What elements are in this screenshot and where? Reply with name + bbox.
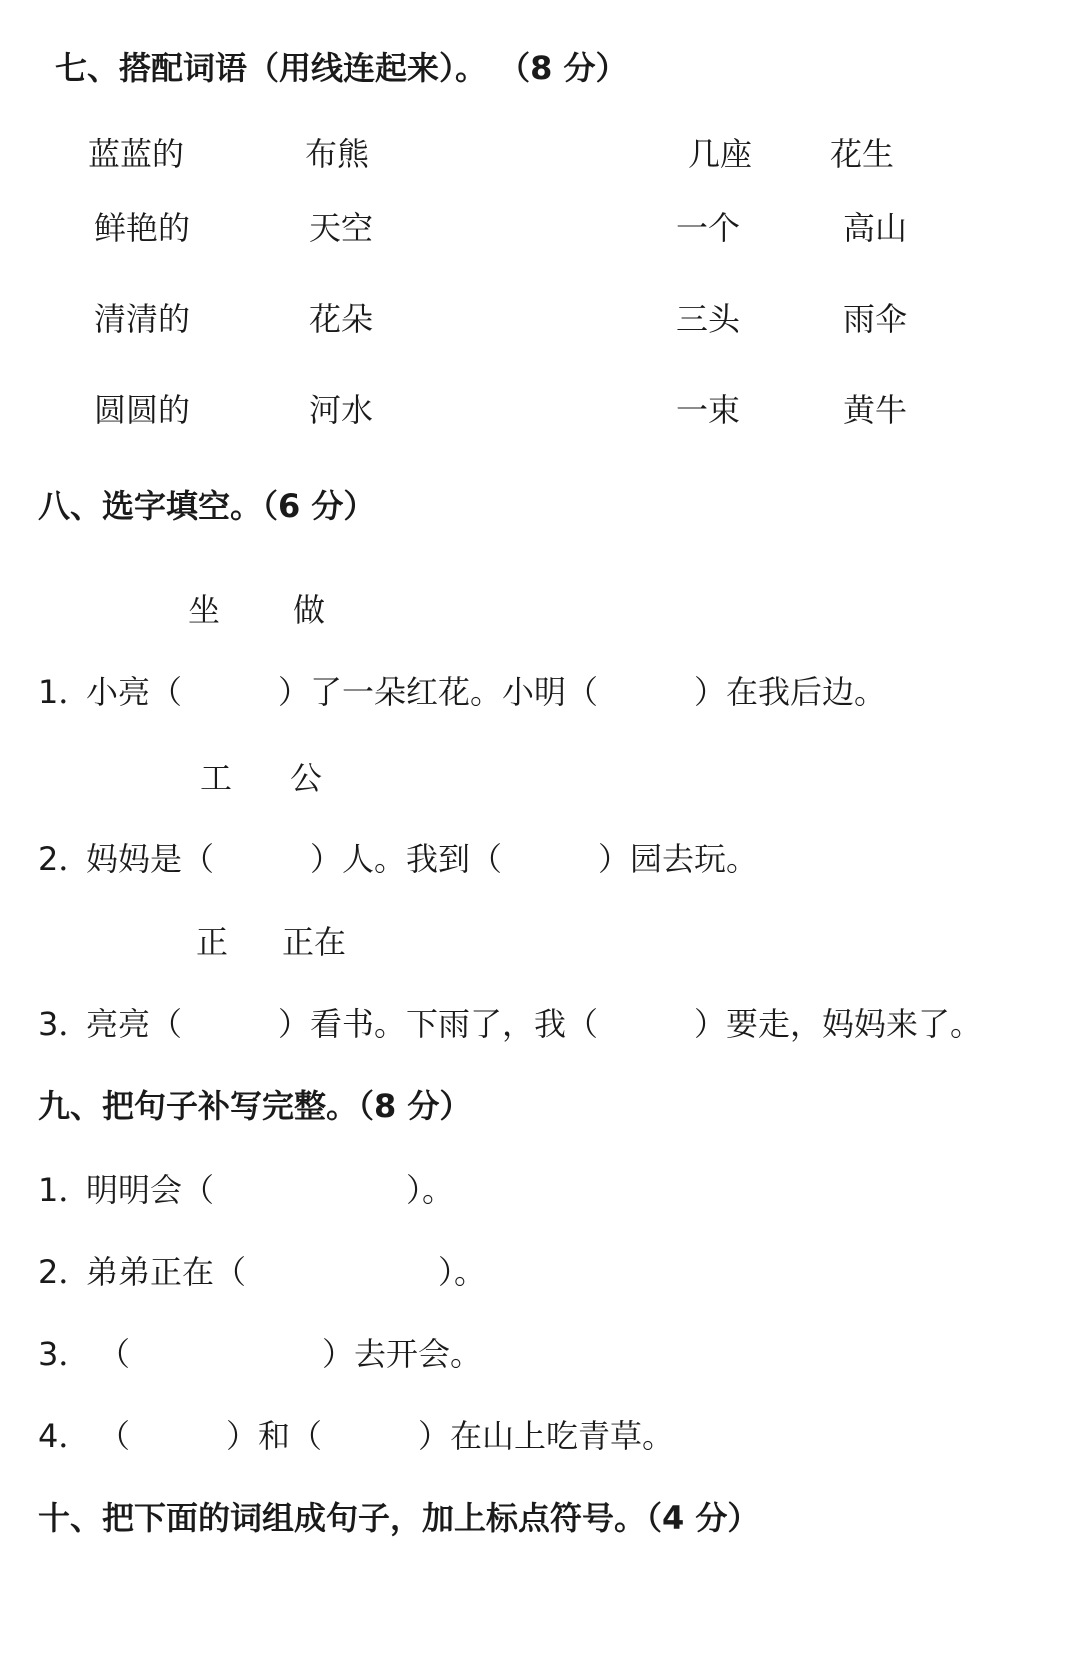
noun-word: 花生	[830, 135, 895, 173]
choice-word: 工	[200, 759, 233, 797]
section-8-title: 八、选字填空。（6 分）	[38, 487, 376, 525]
noun-word: 高山	[843, 209, 908, 247]
measure-word: 一个	[676, 209, 741, 247]
question-number: 1．	[38, 1171, 91, 1209]
question-number: 2．	[38, 1253, 91, 1291]
question-number: 1．	[38, 673, 91, 711]
question-number: 3．	[38, 1335, 91, 1373]
choice-word: 正	[196, 923, 229, 961]
section-7-title: 七、搭配词语（用线连起来）。 （8 分）	[55, 49, 628, 87]
question-sentence: 小亮（ ）了一朵红花。小明（ ）在我后边。	[86, 673, 887, 711]
question-number: 4．	[38, 1417, 91, 1455]
noun-word: 天空	[309, 209, 374, 247]
measure-word: 一束	[676, 391, 741, 429]
adjective-word: 清清的	[94, 300, 191, 338]
measure-word: 三头	[676, 300, 741, 338]
question-number: 3．	[38, 1005, 91, 1043]
noun-word: 布熊	[305, 135, 370, 173]
choice-word: 公	[290, 759, 323, 797]
noun-word: 花朵	[309, 300, 374, 338]
question-sentence: 明明会（ ）。	[86, 1171, 455, 1209]
choice-word: 坐	[188, 591, 221, 629]
question-sentence: （ ）去开会。	[98, 1335, 483, 1373]
noun-word: 雨伞	[843, 300, 908, 338]
question-sentence: 妈妈是（ ）人。我到（ ）园去玩。	[86, 840, 759, 878]
adjective-word: 鲜艳的	[94, 209, 191, 247]
measure-word: 几座	[688, 135, 753, 173]
noun-word: 河水	[309, 391, 374, 429]
choice-word: 做	[293, 591, 326, 629]
adjective-word: 蓝蓝的	[88, 135, 185, 173]
section-10-title: 十、把下面的词组成句子，加上标点符号。（4 分）	[38, 1499, 760, 1537]
section-9-title: 九、把句子补写完整。（8 分）	[38, 1087, 472, 1125]
choice-word: 正在	[282, 923, 347, 961]
noun-word: 黄牛	[843, 391, 908, 429]
question-sentence: （ ）和（ ）在山上吃青草。	[98, 1417, 675, 1455]
question-sentence: 亮亮（ ）看书。下雨了，我（ ）要走，妈妈来了。	[86, 1005, 983, 1043]
adjective-word: 圆圆的	[94, 391, 191, 429]
question-sentence: 弟弟正在（ ）。	[86, 1253, 487, 1291]
question-number: 2．	[38, 840, 91, 878]
